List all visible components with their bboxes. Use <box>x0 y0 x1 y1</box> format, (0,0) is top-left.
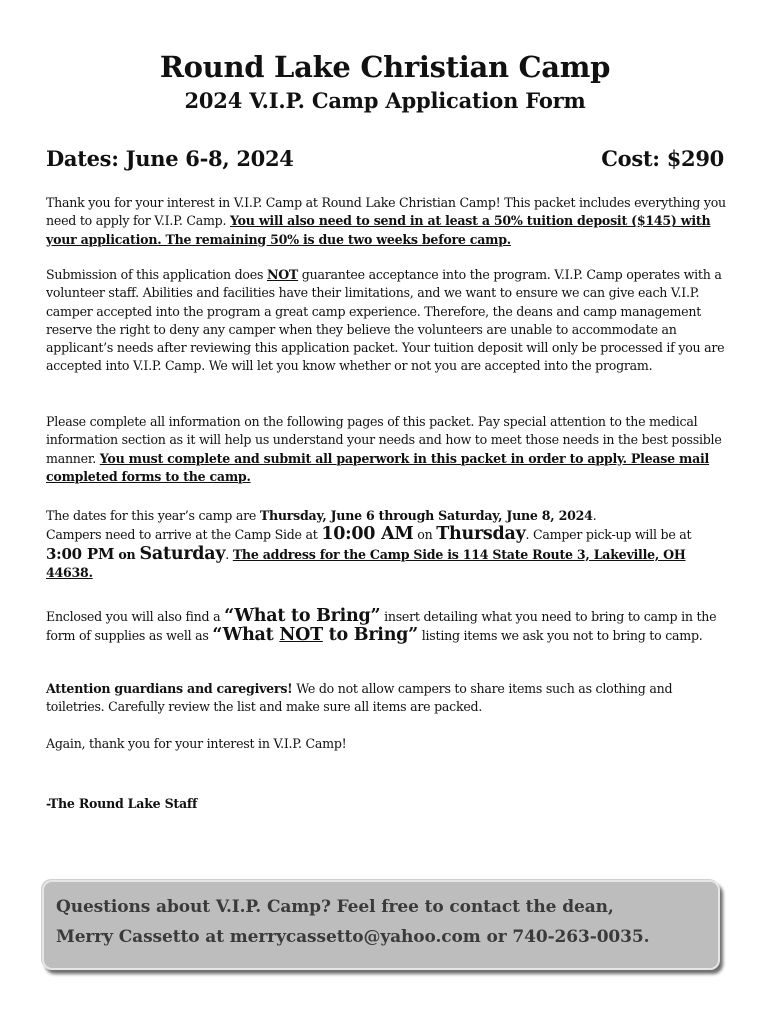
intro-paragraph <box>46 194 728 249</box>
thank-you-paragraph: Again, thank you for your interest in V.I.P. Camp! <box>46 736 347 751</box>
camp-address: The address for the Camp Side is 114 State Route 3, Lakeville, OH 44638. <box>46 546 686 580</box>
schedule-text-f: on <box>413 527 437 543</box>
bring-text-g: listing items we ask you not to bring to camp. <box>417 628 703 644</box>
contact-callout-text: Questions about V.I.P. Camp? Feel free to contact the dean, Merry Cassetto at merrycassetto@yahoo.com or 740-263-0035. <box>56 897 650 947</box>
what-not-emphasis: NOT <box>279 625 323 646</box>
arrival-day: Thursday <box>436 524 526 545</box>
not-emphasis: NOT <box>266 267 299 282</box>
bring-lists-paragraph <box>46 607 728 646</box>
bring-text-a: Enclosed you will also find a <box>46 609 225 624</box>
page-subtitle: 2024 V.I.P. Camp Application Form <box>184 88 586 113</box>
intro-text: Thank you for your interest in V.I.P. Camp at Round Lake Christian Camp! This packet includes everything you need to apply for V.I.P. Camp. <box>46 195 726 229</box>
signature-line: -The Round Lake Staff <box>46 796 198 811</box>
contact-callout-box <box>42 880 720 970</box>
instructions-text: Please complete all information on the following pages of this packet. Pay special attention to the medical information section as it will help us understand your needs and how to meet those needs in the best possible manner. <box>46 414 722 466</box>
acceptance-text-start: Submission of this application does <box>46 267 267 282</box>
bring-text-c: insert detailing what you need to bring to camp in the form of supplies as well as <box>46 609 717 644</box>
schedule-text-l: . <box>225 546 233 562</box>
schedule-text-c: . <box>592 508 597 523</box>
schedule-text-a: The dates for this year’s camp are <box>46 508 260 523</box>
mail-forms-notice: You must complete and submit all paperwork in this packet in order to apply. Please mail completed forms to the camp. <box>46 450 710 484</box>
arrival-time: 10:00 AM <box>321 524 414 545</box>
schedule-text-j: on <box>114 546 140 562</box>
schedule-text-d: Campers need to arrive at the Camp Side at <box>46 527 322 543</box>
pickup-day: Saturday <box>139 543 226 564</box>
schedule-paragraph <box>46 507 728 582</box>
page-title: Round Lake Christian Camp <box>159 50 611 84</box>
instructions-paragraph <box>46 413 728 486</box>
what-not-to-bring-title-end: to Bring” <box>322 625 418 646</box>
what-not-to-bring-title-start: “What <box>212 625 280 646</box>
guardians-heading: Attention guardians and caregivers! <box>46 681 293 696</box>
camp-dates: Dates: June 6-8, 2024 <box>46 146 294 171</box>
acceptance-paragraph <box>46 266 728 376</box>
camp-cost: Cost: $290 <box>601 146 724 171</box>
guardians-paragraph <box>46 680 728 717</box>
pickup-time: 3:00 PM <box>46 544 115 563</box>
camp-date-range: Thursday, June 6 through Saturday, June 8, 2024 <box>259 508 593 523</box>
what-to-bring-title: “What to Bring” <box>224 606 381 626</box>
deposit-notice: You will also need to send in at least a 50% tuition deposit ($145) with your application. The remaining 50% is due two weeks before camp. <box>46 213 711 247</box>
acceptance-text-rest: guarantee acceptance into the program. V.I.P. Camp operates with a volunteer staff. Abilities and facilities have their limitations, and we want to ensure we can give each V.I.P. camper accepted into the program a great camp experience. Therefore, the deans and camp management reserve the right to deny any camper when they believe the volunteers are unable to accommodate an applicant’s needs after reviewing this application packet. Your tuition deposit will only be processed if you are accepted into V.I.P. Camp. We will let you know whether or not you are accepted into the program. <box>46 267 725 374</box>
schedule-text-h: . Camper pick-up will be at <box>525 527 692 543</box>
guardians-text: We do not allow campers to share items such as clothing and toiletries. Carefully review the list and make sure all items are packed. <box>46 681 673 715</box>
